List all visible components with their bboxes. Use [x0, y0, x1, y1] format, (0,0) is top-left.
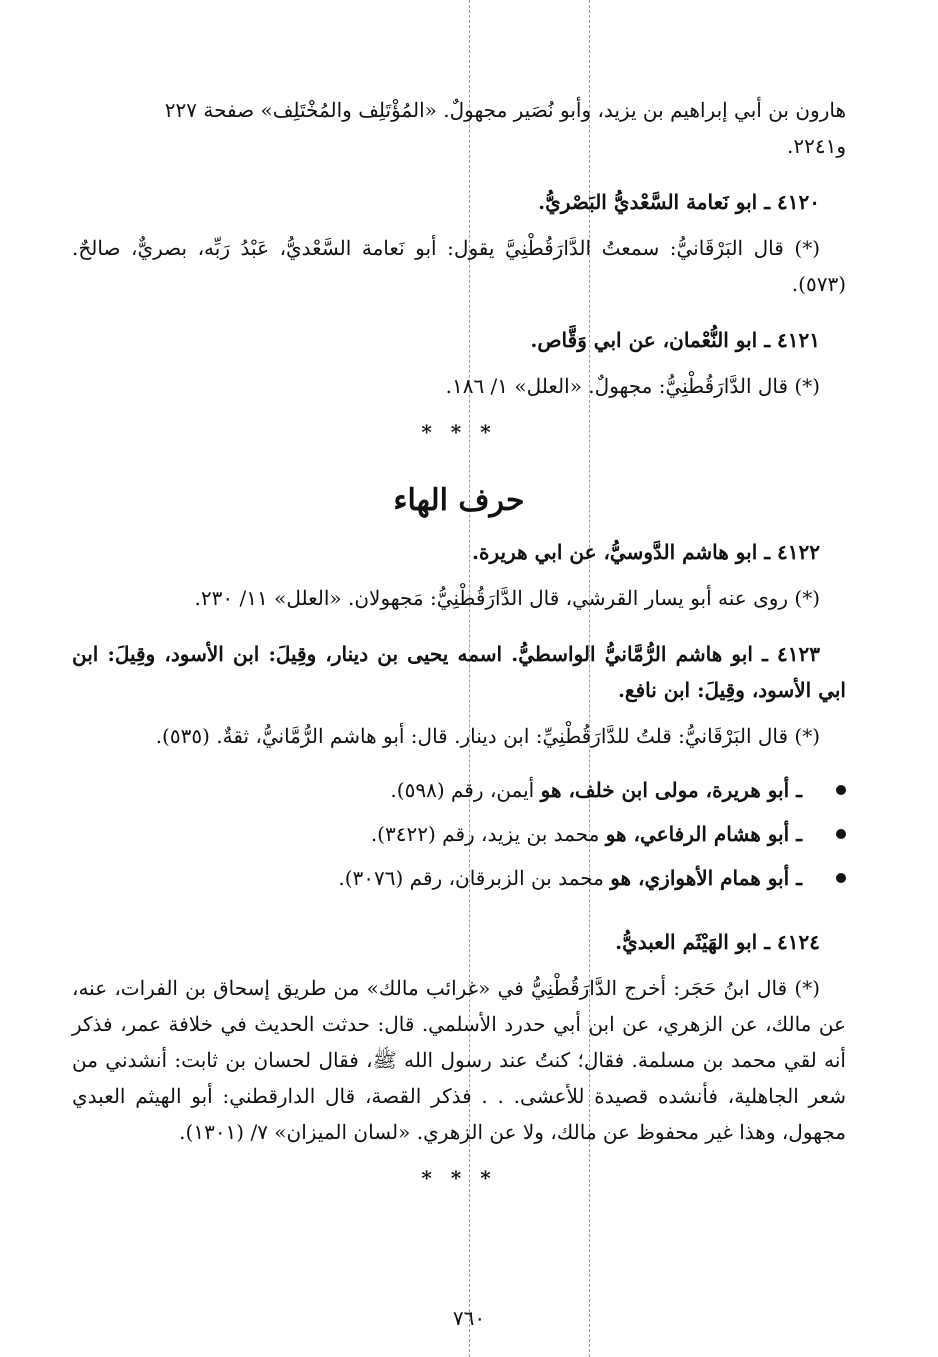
bullet-icon [836, 785, 846, 795]
cross-reference-item [72, 816, 846, 852]
entry-heading-4123: ٤١٢٣ ـ ابو هاشم الرُّمَّانيُّ الواسطيُّ. اسمه يحيى بن دينار، وقِيلَ: ابن الأسود، وقِيلَ: ابن ابي الأسود، وقِيلَ: ابن نافع. [72, 642, 846, 702]
entry-heading-4120: ٤١٢٠ ـ ابو نَعامة السَّعْديُّ البَصْريُّ. [538, 190, 820, 214]
cross-reference-name: ـ أبو هريرة، مولى ابن خلف، هو [540, 778, 802, 802]
section-title: حرف الهاء [393, 483, 525, 518]
cross-reference-target: أيمن، رقم (٥٩٨). [390, 778, 541, 802]
paragraph-continuation-end: و٢٢٤١. [787, 134, 846, 158]
cross-reference-name: ـ أبو هشام الرفاعي، هو [605, 822, 802, 846]
cross-reference-item [72, 860, 846, 896]
entry-heading-4122: ٤١٢٢ ـ ابو هاشم الدَّوسيُّ، عن ابي هريرة. [472, 540, 820, 564]
section-divider-stars: * * * [421, 1166, 497, 1190]
entry-body-4123: (*) قال البَرْقَانيُّ: قلتُ للدَّارَقُطْنِيِّ: ابن دينار. قال: أبو هاشم الرُّمَّانيُّ، ثقةٌ. (٥٣٥). [155, 724, 820, 748]
entry-body-4120: (*) قال البَرْقَانيُّ: سمعتُ الدَّارَقُطْنِيَّ يقول: أبو نَعامة السَّعْديُّ، عَبْدُ رَبِّه، بصريٌّ، صالحٌ. (٥٧٣). [72, 236, 846, 296]
entry-body-4121: (*) قال الدَّارَقُطْنِيُّ: مجهولٌ. «العلل» ١/ ١٨٦. [445, 374, 820, 398]
bullet-icon [836, 873, 846, 883]
cross-reference-item [72, 772, 846, 808]
entry-heading-4121: ٤١٢١ ـ ابو النُّعْمان، عن ابي وَقَّاص. [530, 328, 820, 352]
page-number: ٧٦٠ [452, 1306, 486, 1330]
document-page [72, 92, 846, 1196]
entry-body-4122: (*) روى عنه أبو يسار القرشي، قال الدَّارَقُطْنِيُّ: مَجهولان. «العلل» ١١/ ٢٣٠. [194, 586, 820, 610]
entry-heading-4124: ٤١٢٤ ـ ابو الهَيْثَم العبديُّ. [615, 930, 820, 954]
paragraph-continuation: هارون بن أبي إبراهيم بن يزيد، وأبو نُصَير مجهولٌ. «المُؤْتَلِف والمُخْتَلِف» صفحة ٢٢٧ [164, 98, 846, 122]
cross-reference-target: محمد بن يزيد، رقم (٣٤٢٢). [370, 822, 606, 846]
cross-reference-name: ـ أبو همام الأهوازي، هو [610, 866, 802, 890]
cross-reference-target: محمد بن الزبرقان، رقم (٣٠٧٦). [338, 866, 611, 890]
section-divider-stars: * * * [421, 420, 497, 444]
bullet-icon [836, 829, 846, 839]
entry-body-4124: (*) قال ابنُ حَجَر: أخرج الدَّارَقُطْنِيُّ في «غرائب مالك» من طريق إسحاق بن الفرات، عنه، عن مالك، عن الزهري، عن ابن أبي حدرد الأسلمي. قال: حدثت الحديث في خلافة عمر، فذكر أنه لقي محمد بن مسلمة. فقال؛ كنتُ عند رسول الله ﷺ، فقال لحسان بن ثابت: أنشدني من شعر الجاهلية، فأنشده قصيدة للأعشى. . . فذكر القصة، قال الدارقطني: أبو الهيثم العبدي مجهول، وهذا غير محفوظ عن مالك، ولا عن الزهري. «لسان الميزان» ٧/ (١٣٠١). [72, 976, 846, 1144]
